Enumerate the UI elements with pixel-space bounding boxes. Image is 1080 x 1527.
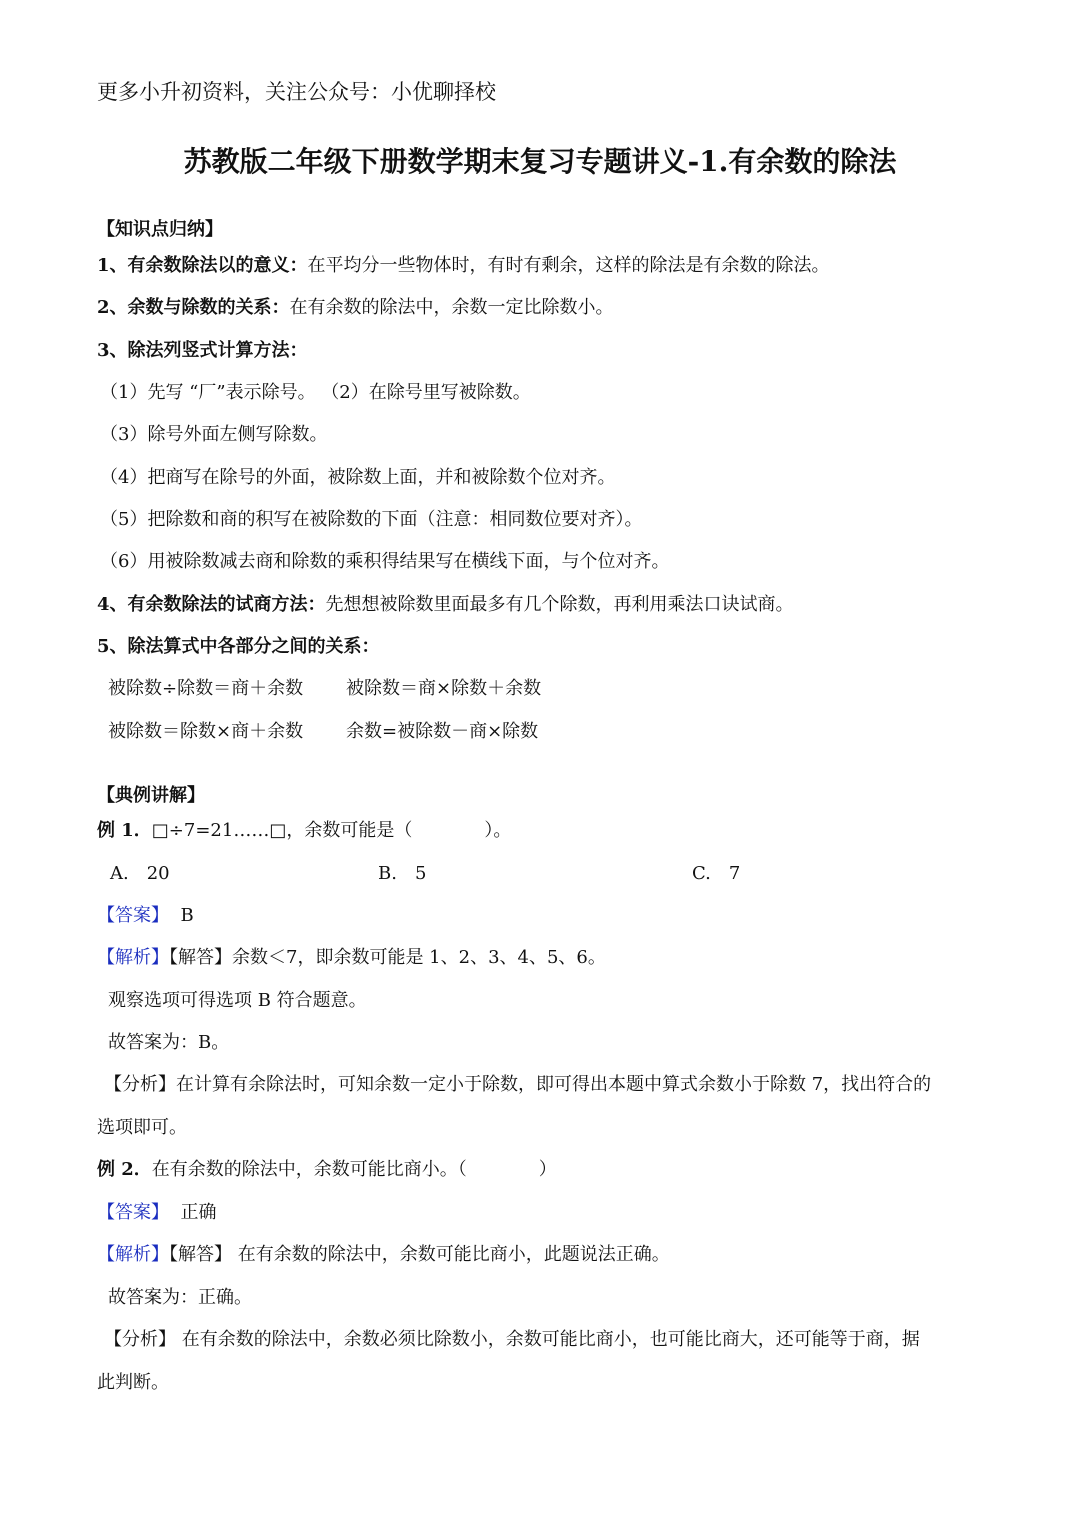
- point-label: 4、有余数除法的试商方法：: [97, 594, 326, 615]
- option-b: B. 5: [378, 863, 427, 884]
- formula: 余数=被除数－商×除数: [346, 721, 539, 742]
- step-line: （3）除号外面左侧写除数。: [100, 424, 328, 445]
- formula: 被除数＝商×除数＋余数: [346, 678, 542, 699]
- analysis-tag: 【解析】: [97, 1244, 169, 1265]
- point-text: 在平均分一些物体时，有时有剩余，这样的除法是有余数的除法。: [307, 255, 830, 276]
- formula: 被除数＝除数×商＋余数: [108, 721, 304, 742]
- page-title: 苏教版二年级下册数学期末复习专题讲义-1.有余数的除法: [183, 145, 897, 178]
- analysis-line: 故答案为：B。: [108, 1032, 230, 1053]
- example-2-answer: [97, 1201, 216, 1225]
- answer-value: B: [180, 905, 194, 926]
- analysis-text: 【解答】 在有余数的除法中，余数可能比商小，此题说法正确。: [169, 1244, 670, 1265]
- step-line: （6）用被除数减去商和除数的乘积得结果写在横线下面，与个位对齐。: [100, 551, 670, 572]
- knowledge-heading: 【知识点归纳】: [97, 219, 223, 240]
- example-2-question: [97, 1158, 557, 1182]
- header-note: 更多小升初资料，关注公众号：小优聊择校: [97, 80, 496, 104]
- analysis-line: 此判断。: [97, 1372, 169, 1393]
- analysis-text: 【解答】余数＜7，即余数可能是 1、2、3、4、5、6。: [169, 947, 606, 968]
- question-text: 在有余数的除法中，余数可能比商小。（ ）: [151, 1159, 557, 1180]
- formula: 被除数÷除数＝商＋余数: [108, 678, 304, 699]
- answer-value: 正确: [180, 1202, 217, 1223]
- answer-tag: 【答案】: [97, 905, 169, 926]
- question-text: □÷7=21……□，余数可能是（ ）。: [151, 820, 512, 841]
- analysis-line: 选项即可。: [97, 1117, 187, 1138]
- step-line: （4）把商写在除号的外面，被除数上面，并和被除数个位对齐。: [100, 467, 616, 488]
- example-1-analysis: [97, 946, 606, 970]
- step-line: （1）先写 “厂”表示除号。 （2）在除号里写被除数。: [100, 382, 531, 403]
- knowledge-point-2: [97, 296, 614, 320]
- point-text: 先想想被除数里面最多有几个除数，再利用乘法口诀试商。: [325, 594, 794, 615]
- option-a: A. 20: [110, 863, 170, 884]
- analysis-tag: 【解析】: [97, 947, 169, 968]
- analysis-line: 【分析】在计算有余除法时，可知余数一定小于除数，即可得出本题中算式余数小于除数 7，找出符合的: [104, 1074, 932, 1095]
- analysis-line: 【分析】 在有余数的除法中，余数必须比除数小，余数可能比商小，也可能比商大，还可能等于商，据: [104, 1329, 920, 1350]
- example-1-answer: [97, 904, 194, 928]
- example-2-analysis: [97, 1243, 670, 1267]
- knowledge-point-4: [97, 593, 794, 617]
- point-label: 2、余数与除数的关系：: [97, 297, 290, 318]
- knowledge-point-3: 3、除法列竖式计算方法：: [97, 340, 308, 361]
- example-1-question: [97, 819, 511, 843]
- point-label: 1、有余数除法以的意义：: [97, 255, 308, 276]
- examples-heading: 【典例讲解】: [97, 785, 205, 806]
- analysis-line: 故答案为：正确。: [108, 1287, 252, 1308]
- step-line: （5）把除数和商的积写在被除数的下面（注意：相同数位要对齐）。: [100, 509, 643, 530]
- answer-tag: 【答案】: [97, 1202, 169, 1223]
- example-label: 例 2．: [97, 1159, 152, 1180]
- point-text: 在有余数的除法中，余数一定比除数小。: [289, 297, 614, 318]
- example-label: 例 1．: [97, 820, 152, 841]
- option-c: C. 7: [692, 863, 741, 884]
- knowledge-point-1: [97, 254, 830, 278]
- analysis-line: 观察选项可得选项 B 符合题意。: [108, 990, 367, 1011]
- knowledge-point-5: 5、除法算式中各部分之间的关系：: [97, 636, 380, 657]
